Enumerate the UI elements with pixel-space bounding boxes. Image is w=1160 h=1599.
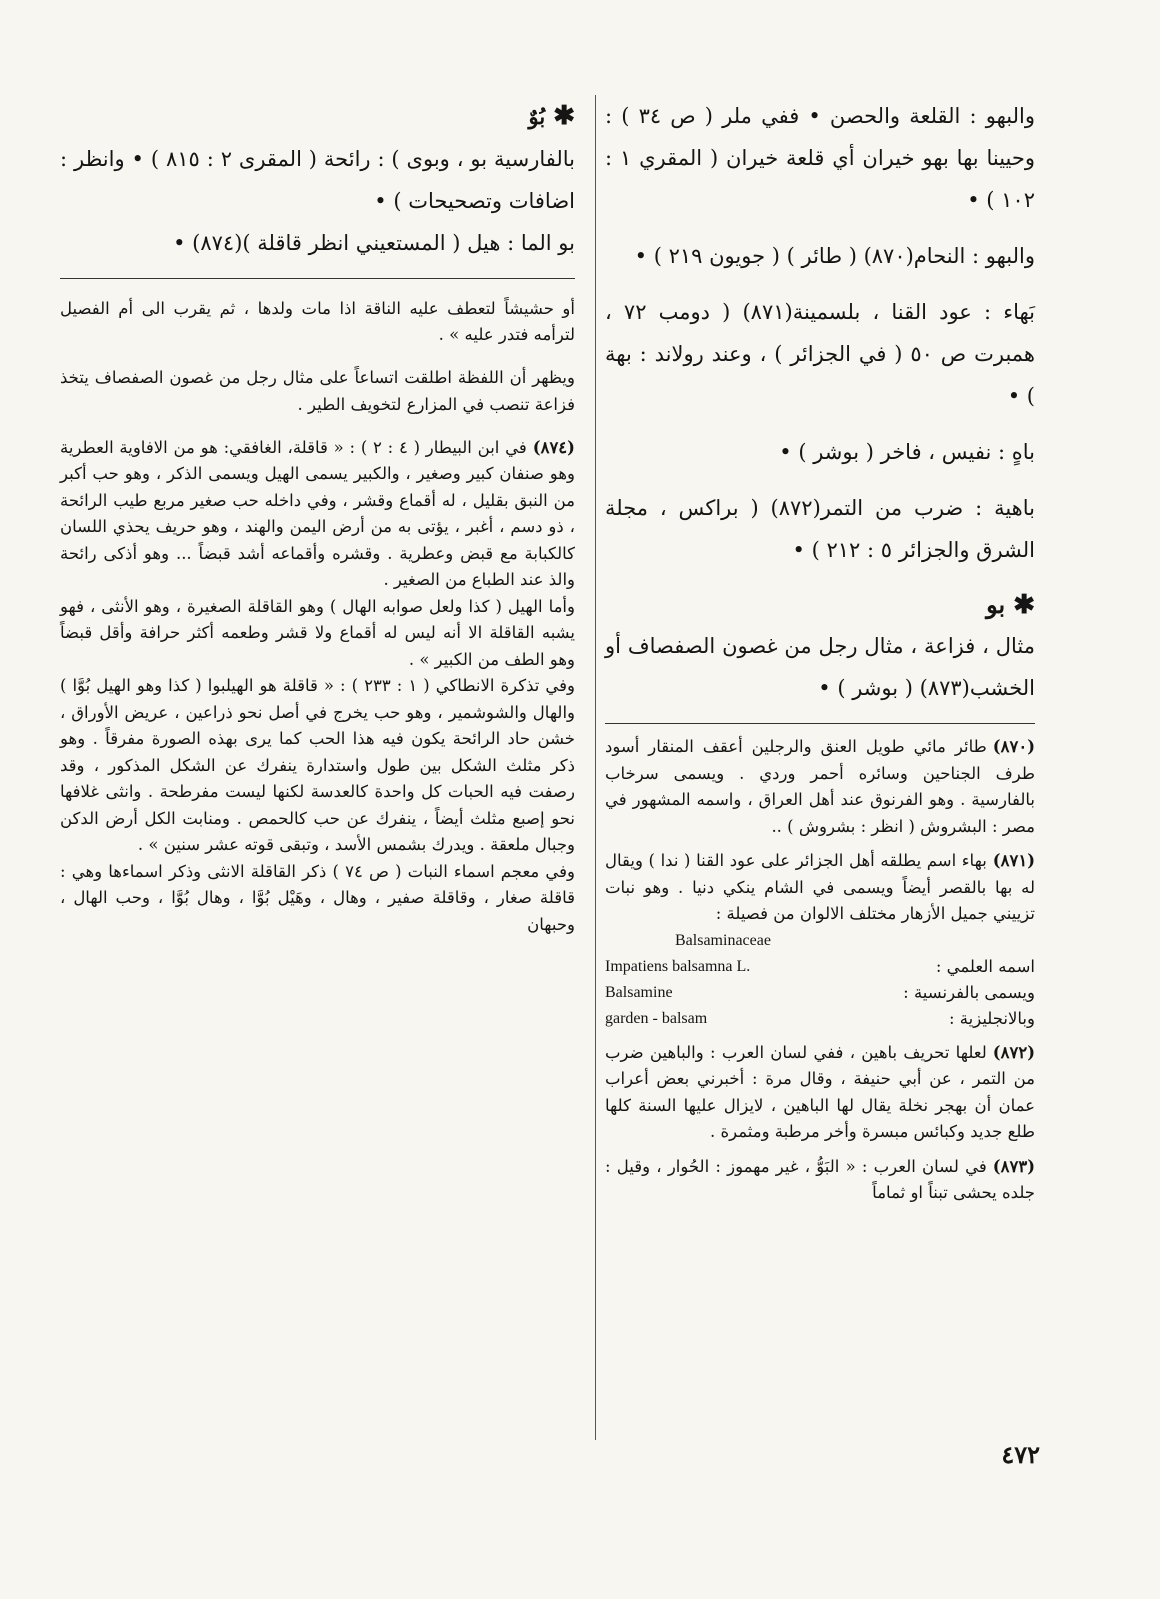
footnote-870: (٨٧٠)طائر مائي طويل العنق والرجلين أعقف المنقار أسود طرف الجناحين وسائره أحمر وردي . ويسمى سرخاب بالفارسية . وهو الفرنوق عند أهل العراق ، واسمه المشهور في مصر : البشروش ( انظر : بشروش ) .. [605, 737, 1035, 836]
entry-buw: ✱بُوٌ بالفارسية بو ، وبوى ) : رائحة ( المقرى ٢ : ٨١٥ ) • وانظر : اضافات وتصحيحات ) • بو الما : هيل ( المستعيني انظر قاقلة )(٨٧٤) • [60, 101, 576, 255]
footnote-871: (٨٧١)بهاء اسم يطلقه أهل الجزائر على عود القنا ( ندا ) ويقال له بها بالقصر أيضاً ويسمى في الشام ينكي دنيا . وهو نبات تزييني جميل الأزهار مختلف الالوان من فصيلة : Balsaminaceae اسمه العلمي : Impatiens balsamna L. ويسمى بالفرنسية : Balsamine وبالانجليزية : garden - balsam [605, 848, 1035, 1032]
entry-bahaa: بَهاء : عود القنا ، بلسمينة(٨٧١) ( دومب ٧٢ ، همبرت ص ٥٠ ( في الجزائر ) ، وعند رولاند : بهة ) • [605, 300, 1035, 408]
footnote-873: (٨٧٣)في لسان العرب : « البَوُّ ، غير مهموز : الحُوار ، وقيل : جلده يحشى تبناً او ثماماً [605, 1156, 1035, 1202]
french-name-row: ويسمى بالفرنسية : Balsamine [605, 982, 1035, 1002]
section-head-bu: ✱بو [986, 590, 1035, 620]
entry-bahw-qala: والبهو : القلعة والحصن • ففي ملر ( ص ٣٤ ) : وحيينا بها بهو خيران أي قلعة خيران ( المقري ١ : ١٠٢ ) • [605, 104, 1035, 212]
footnote-divider [60, 278, 575, 279]
entry-bahw-nahham: والبهو : النحام(٨٧٠) ( طائر ) ( جويون ٢١٩ ) • [634, 244, 1035, 268]
entry-bahiya: باهية : ضرب من التمر(٨٧٢) ( براكس ، مجلة الشرق والجزائر ٥ : ٢١٢ ) • [605, 496, 1035, 562]
footnote-872: (٨٧٢)لعلها تحريف باهين ، ففي لسان العرب : والباهين ضرب من التمر ، عن أبي حنيفة ، وقال مرة : أخبرني بعض أعراب عمان أن بهجر نخلة يقال لها الباهين ، لايزال عليها السنة كلها طلع جديد وكبائس مبسرة وأخر مرطبة ومثمرة . [605, 1042, 1035, 1141]
scientific-name-row: اسمه العلمي : Impatiens balsamna L. [605, 956, 1035, 976]
entry-bu-mithal: مثال ، فزاعة ، مثال رجل من غصون الصفصاف أو الخشب(٨٧٣) ( بوشر ) • [605, 634, 1035, 700]
footnote-divider [605, 723, 1035, 724]
footnote-873-continued: أو حشيشاً لتعطف عليه الناقة اذا مات ولدها ، ثم يقرب الى أم الفصيل لترأمه فتدر عليه » . ويظهر أن اللفظة اطلقت اتساعاً على مثال رجل من غصون الصفصاف يتخذ فزاعة تنصب في المزارع لتخويف الطير . [60, 298, 575, 414]
asterisk-icon: ✱ [553, 101, 575, 131]
asterisk-icon: ✱ [1013, 590, 1035, 620]
left-column [60, 95, 575, 946]
right-column [605, 95, 1035, 1215]
column-divider [595, 95, 596, 1440]
english-name-row: وبالانجليزية : garden - balsam [605, 1008, 1035, 1028]
page-number: ٤٧٢ [1001, 1440, 1040, 1469]
entry-bah: باهٍ : نفيس ، فاخر ( بوشر ) • [779, 440, 1035, 464]
footnote-874: (٨٧٤)في ابن البيطار ( ٤ : ٢ ) : « قاقلة، الغافقي: هو من الافاوية العطرية وهو صنفان كبير وصغير ، والكبير يسمى الهيل ويسمى الذكر ، وهو حب أكبر من النبق بقليل ، له أقماع وقشر ، وفي داخله حب صغير مربع طيب الرائحة ، ذو دسم ، أغبر ، يؤتى به من أرض اليمن والهند ، وهو حريف يحذي اللسان كالكبابة مع قبض وعطرية . وقشره وأقماعه أشد قبضاً ... وهو أذكى رائحة والذ عند الطباع من الصغير . وأما الهيل ( كذا ولعل صوابه الهال ) وهو القاقلة الصغيرة ، وهو الأنثى ، فهو يشبه القاقلة الا أنه ليس له أقماع ولا قشر وطعمه أكثر حرافة وأقل قبضاً وهو الطف من الكبير » . وفي تذكرة الانطاكي ( ١ : ٢٣٣ ) : « قاقلة هو الهيلبوا ( كذا وهو الهيل بُوَّا ) والهال والشوشمير ، وهو حب يخرج في أصل نحو ذراعين ، عريض الأوراق ، خشن حاد الرائحة يكون فيه هذا الحب كما يرى بهذه الصورة مفرقاً . وهو ذكر مثلث الشكل بين طول واستدارة ينفرك عن الشكل المذكور ، وقد رصفت فيه الحبات كل واحدة كالعدسة لكنها ليست مفرطحة . وانثى غلافها نحو إصبع مثلث أيضاً ، ينفرك عن حب كالحمص . ومنابت الكل أرض الدكن وجبال ملعقة . ويدرك بشمس الأسد ، وتبقى قوته عشر سنين » . وفي معجم اسماء النبات ( ص ٧٤ ) ذكر القاقلة الانثى وذكر اسماءها وهي : قاقلة صغار ، وقاقلة صفير ، وهال ، وهَيْل بُوَّا ، وهال بُوَّا ، وحب الهال ، وحبهان [60, 437, 575, 934]
latin-family: Balsaminaceae [675, 931, 771, 949]
